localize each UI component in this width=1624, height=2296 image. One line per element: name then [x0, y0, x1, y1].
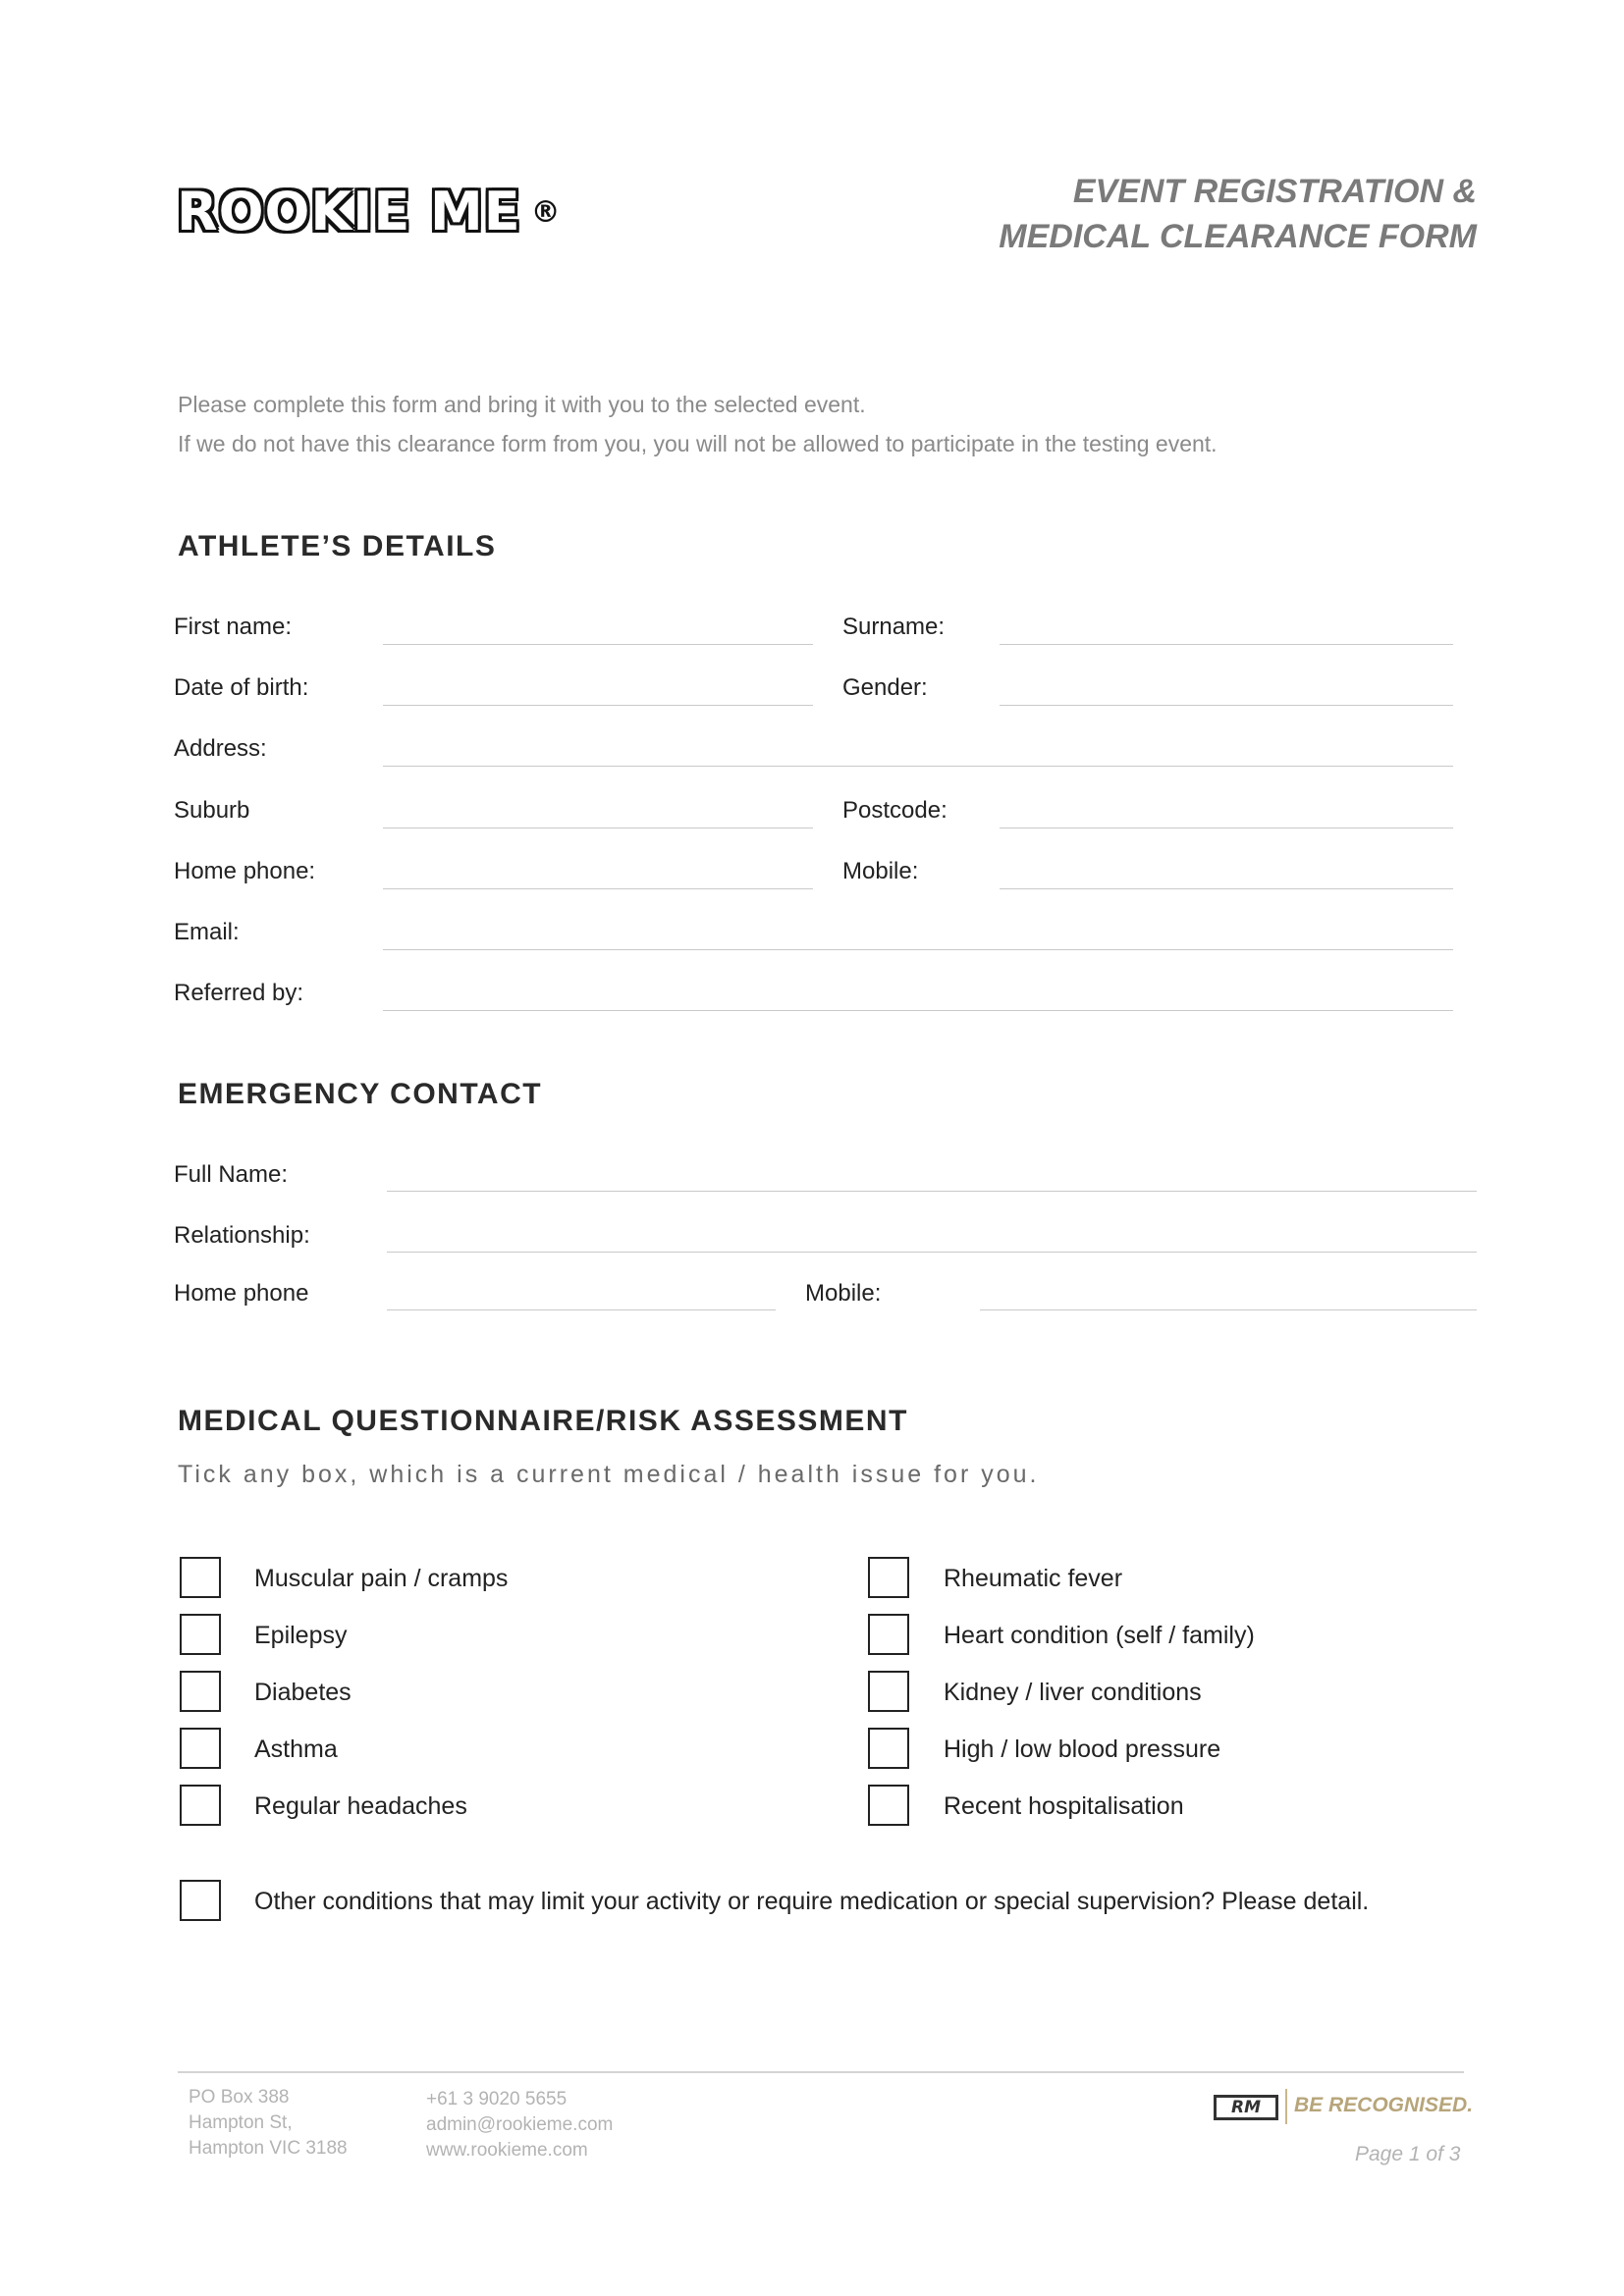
gender-field[interactable]: [1000, 705, 1453, 706]
dob-field[interactable]: [383, 705, 813, 706]
checkbox-heart-condition[interactable]: [868, 1614, 909, 1655]
emergency-full-name-label: Full Name:: [174, 1161, 289, 1188]
gender-label: Gender:: [842, 674, 928, 701]
emergency-home-phone-field[interactable]: [387, 1309, 776, 1310]
dob-label: Date of birth:: [174, 674, 309, 701]
medical-instruction: Tick any box, which is a current medical / health issue for you.: [178, 1461, 1040, 1488]
home-phone-field[interactable]: [383, 888, 813, 889]
footer-address-line3: Hampton VIC 3188: [189, 2138, 348, 2159]
relationship-label: Relationship:: [174, 1222, 310, 1249]
footer-contact: [426, 2087, 613, 2163]
label-kidney-liver: Kidney / liver conditions: [944, 1679, 1202, 1706]
registered-mark: ®: [530, 194, 561, 230]
label-diabetes: Diabetes: [254, 1679, 352, 1706]
footer-email[interactable]: admin@rookieme.com: [426, 2114, 614, 2135]
referred-by-label: Referred by:: [174, 980, 304, 1006]
checkbox-muscular-pain[interactable]: [180, 1557, 221, 1598]
referred-by-field[interactable]: [383, 1010, 1453, 1011]
label-other-conditions: Other conditions that may limit your activity or require medication or special supervision? Please detail.: [254, 1888, 1370, 1915]
rookie-me-logo: [177, 183, 561, 241]
label-heart-condition: Heart condition (self / family): [944, 1622, 1255, 1649]
checkbox-asthma[interactable]: [180, 1728, 221, 1769]
label-epilepsy: Epilepsy: [254, 1622, 348, 1649]
emergency-full-name-field[interactable]: [387, 1191, 1477, 1192]
logo-separator: [1285, 2089, 1287, 2124]
surname-field[interactable]: [1000, 644, 1453, 645]
email-field[interactable]: [383, 949, 1453, 950]
emergency-mobile-label: Mobile:: [805, 1280, 882, 1307]
form-title-line1: EVENT REGISTRATION &: [1072, 173, 1477, 210]
relationship-field[interactable]: [387, 1252, 1477, 1253]
form-title: [999, 169, 1477, 259]
checkbox-epilepsy[interactable]: [180, 1614, 221, 1655]
suburb-label: Suburb: [174, 797, 250, 824]
first-name-field[interactable]: [383, 644, 813, 645]
footer-website[interactable]: www.rookieme.com: [426, 2140, 588, 2161]
rm-logo: RM: [1214, 2095, 1278, 2120]
medical-questionnaire-heading: MEDICAL QUESTIONNAIRE/RISK ASSESSMENT: [178, 1405, 908, 1437]
label-muscular-pain: Muscular pain / cramps: [254, 1565, 509, 1592]
checkbox-other-conditions[interactable]: [180, 1880, 221, 1921]
intro-line1: Please complete this form and bring it with you to the selected event.: [178, 392, 866, 417]
label-recent-hospitalisation: Recent hospitalisation: [944, 1792, 1184, 1820]
address-label: Address:: [174, 735, 267, 762]
label-asthma: Asthma: [254, 1735, 338, 1763]
checkbox-kidney-liver[interactable]: [868, 1671, 909, 1712]
first-name-label: First name:: [174, 614, 293, 640]
checkbox-rheumatic-fever[interactable]: [868, 1557, 909, 1598]
checkbox-diabetes[interactable]: [180, 1671, 221, 1712]
checkbox-blood-pressure[interactable]: [868, 1728, 909, 1769]
checkbox-regular-headaches[interactable]: [180, 1785, 221, 1826]
mobile-label: Mobile:: [842, 858, 919, 884]
email-label: Email:: [174, 919, 240, 945]
footer-address-line2: Hampton St,: [189, 2112, 293, 2133]
athlete-details-heading: ATHLETE’S DETAILS: [178, 530, 497, 562]
footer-phone: +61 3 9020 5655: [426, 2089, 568, 2109]
address-field[interactable]: [383, 766, 1453, 767]
label-rheumatic-fever: Rheumatic fever: [944, 1565, 1123, 1592]
footer-divider: [178, 2071, 1464, 2073]
page-number: Page 1 of 3: [1355, 2143, 1461, 2165]
checkbox-recent-hospitalisation[interactable]: [868, 1785, 909, 1826]
logo-text: ROOKIE ME: [177, 181, 521, 242]
tagline: BE RECOGNISED.: [1294, 2094, 1474, 2116]
postcode-label: Postcode:: [842, 797, 947, 824]
footer-address: [189, 2085, 348, 2162]
emergency-contact-heading: EMERGENCY CONTACT: [178, 1078, 543, 1110]
footer-address-line1: PO Box 388: [189, 2087, 290, 2108]
emergency-home-phone-label: Home phone: [174, 1280, 309, 1307]
label-blood-pressure: High / low blood pressure: [944, 1735, 1221, 1763]
form-title-line2: MEDICAL CLEARANCE FORM: [999, 218, 1477, 255]
intro-text: [178, 385, 1218, 463]
home-phone-label: Home phone:: [174, 858, 316, 884]
emergency-mobile-field[interactable]: [980, 1309, 1477, 1310]
label-regular-headaches: Regular headaches: [254, 1792, 467, 1820]
intro-line2: If we do not have this clearance form from you, you will not be allowed to participate in the testing event.: [178, 431, 1218, 456]
mobile-field[interactable]: [1000, 888, 1453, 889]
surname-label: Surname:: [842, 614, 946, 640]
